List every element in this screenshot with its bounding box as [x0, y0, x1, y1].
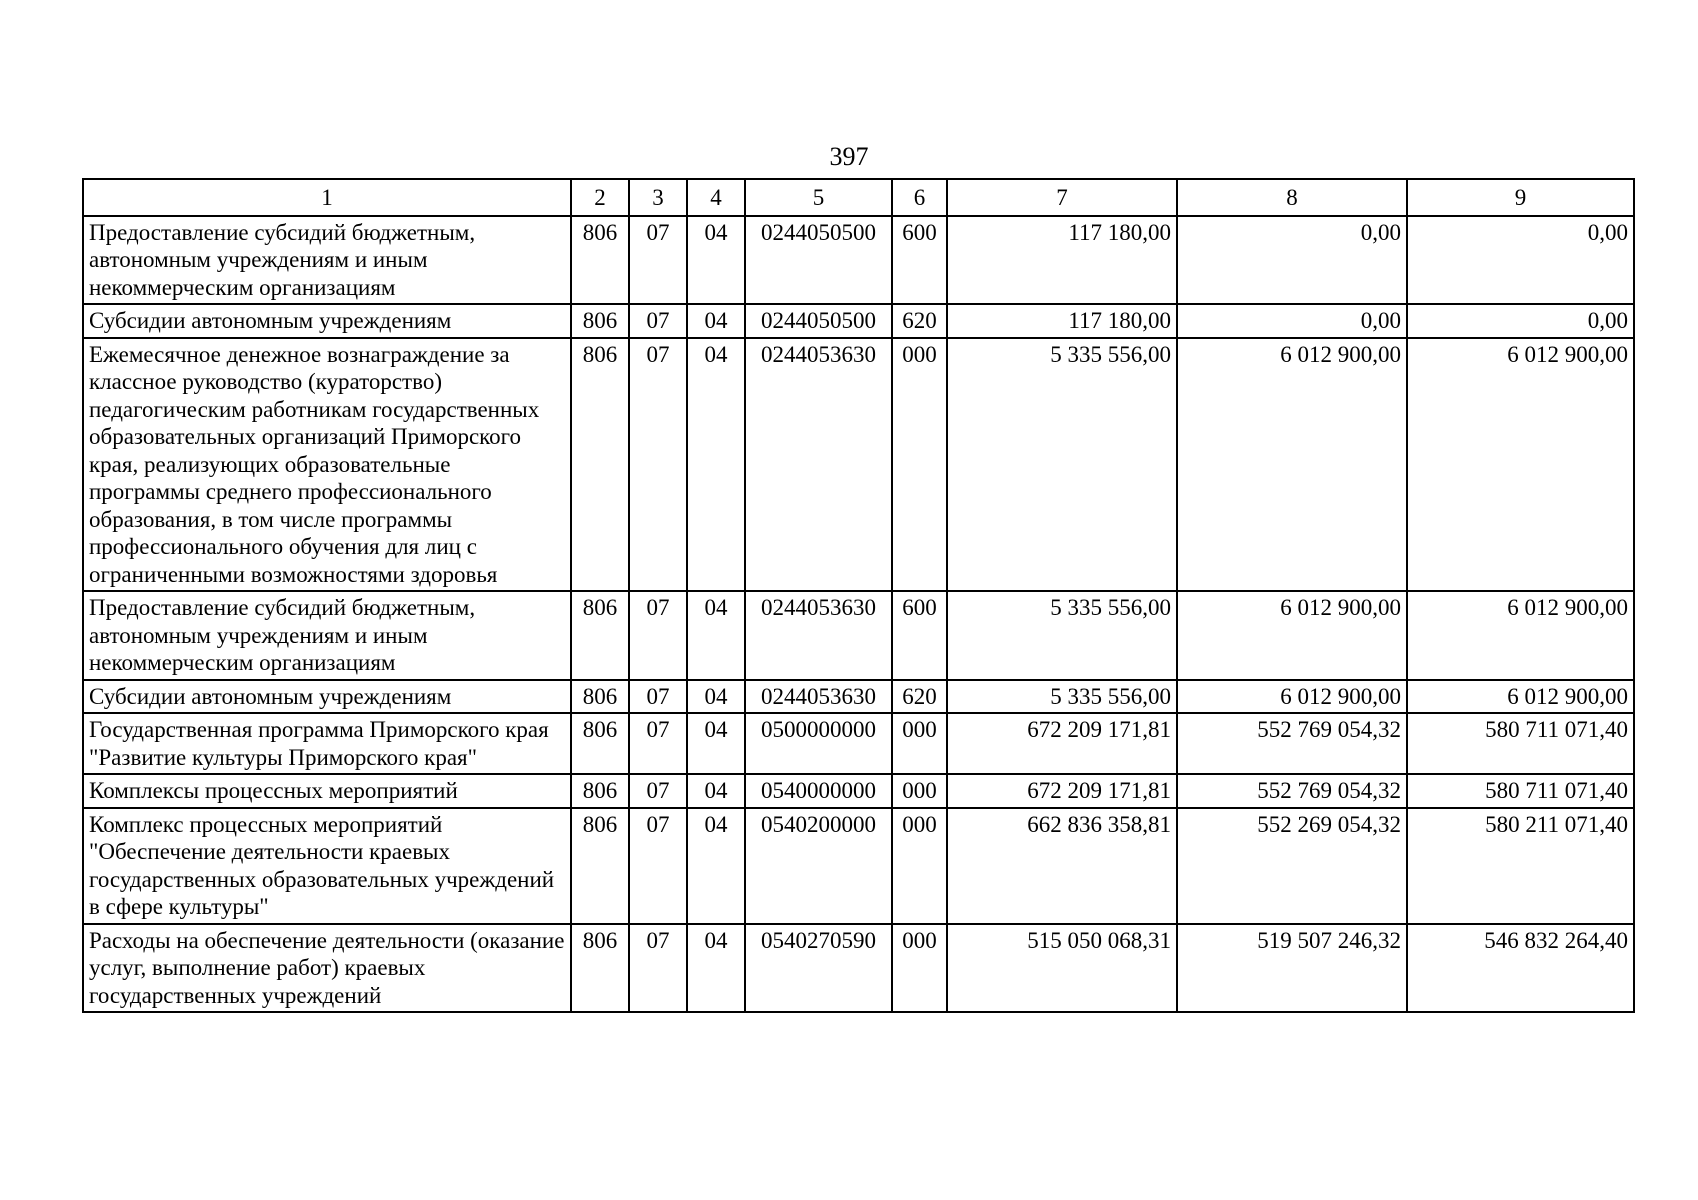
section-code-cell: 07: [629, 774, 687, 808]
table-row: [83, 924, 1634, 1013]
ministry-code-cell: 806: [571, 338, 629, 592]
amount-cell-8: 0,00: [1177, 216, 1407, 305]
section-code-cell: 07: [629, 338, 687, 592]
subsection-code-cell: 04: [687, 304, 745, 338]
target-article-cell: 0500000000: [745, 713, 892, 774]
ministry-code-cell: 806: [571, 774, 629, 808]
expense-type-cell: 000: [892, 338, 947, 592]
target-article-cell: 0540270590: [745, 924, 892, 1013]
ministry-code-cell: 806: [571, 924, 629, 1013]
ministry-code-cell: 806: [571, 216, 629, 305]
amount-cell-9: 6 012 900,00: [1407, 591, 1634, 680]
row-name-cell: Субсидии автономным учреждениям: [83, 304, 571, 338]
ministry-code-cell: 806: [571, 808, 629, 924]
amount-cell-7: 117 180,00: [947, 304, 1177, 338]
table-row: [83, 680, 1634, 714]
section-code-cell: 07: [629, 304, 687, 338]
target-article-cell: 0244050500: [745, 216, 892, 305]
amount-cell-8: 552 269 054,32: [1177, 808, 1407, 924]
budget-table: [82, 178, 1635, 1013]
expense-type-cell: 000: [892, 924, 947, 1013]
subsection-code-cell: 04: [687, 591, 745, 680]
column-header: 5: [745, 179, 892, 216]
subsection-code-cell: 04: [687, 924, 745, 1013]
amount-cell-8: 552 769 054,32: [1177, 774, 1407, 808]
column-header: 9: [1407, 179, 1634, 216]
amount-cell-8: 519 507 246,32: [1177, 924, 1407, 1013]
amount-cell-7: 662 836 358,81: [947, 808, 1177, 924]
row-name-cell: Комплекс процессных мероприятий "Обеспечение деятельности краевых государственных образовательных учреждений в сфере культуры": [83, 808, 571, 924]
amount-cell-9: 0,00: [1407, 216, 1634, 305]
amount-cell-9: 0,00: [1407, 304, 1634, 338]
row-name-cell: Предоставление субсидий бюджетным, автономным учреждениям и иным некоммерческим организациям: [83, 591, 571, 680]
subsection-code-cell: 04: [687, 808, 745, 924]
amount-cell-8: 552 769 054,32: [1177, 713, 1407, 774]
amount-cell-7: 672 209 171,81: [947, 713, 1177, 774]
row-name-cell: Государственная программа Приморского края "Развитие культуры Приморского края": [83, 713, 571, 774]
amount-cell-9: 580 711 071,40: [1407, 774, 1634, 808]
column-header: 1: [83, 179, 571, 216]
amount-cell-7: 117 180,00: [947, 216, 1177, 305]
header-row: [83, 179, 1634, 216]
subsection-code-cell: 04: [687, 713, 745, 774]
amount-cell-8: 0,00: [1177, 304, 1407, 338]
section-code-cell: 07: [629, 808, 687, 924]
amount-cell-7: 515 050 068,31: [947, 924, 1177, 1013]
target-article-cell: 0244053630: [745, 338, 892, 592]
section-code-cell: 07: [629, 713, 687, 774]
expense-type-cell: 000: [892, 808, 947, 924]
column-header: 2: [571, 179, 629, 216]
ministry-code-cell: 806: [571, 713, 629, 774]
table-row: [83, 713, 1634, 774]
column-header: 4: [687, 179, 745, 216]
amount-cell-8: 6 012 900,00: [1177, 680, 1407, 714]
ministry-code-cell: 806: [571, 680, 629, 714]
row-name-cell: Предоставление субсидий бюджетным, автономным учреждениям и иным некоммерческим организациям: [83, 216, 571, 305]
target-article-cell: 0244053630: [745, 591, 892, 680]
target-article-cell: 0540200000: [745, 808, 892, 924]
expense-type-cell: 620: [892, 680, 947, 714]
subsection-code-cell: 04: [687, 774, 745, 808]
subsection-code-cell: 04: [687, 338, 745, 592]
amount-cell-7: 5 335 556,00: [947, 338, 1177, 592]
table-row: [83, 774, 1634, 808]
amount-cell-7: 672 209 171,81: [947, 774, 1177, 808]
section-code-cell: 07: [629, 924, 687, 1013]
row-name-cell: Расходы на обеспечение деятельности (оказание услуг, выполнение работ) краевых государственных учреждений: [83, 924, 571, 1013]
row-name-cell: Ежемесячное денежное вознаграждение за классное руководство (кураторство) педагогическим работникам государственных образовательных организаций Приморского края, реализующих образовательные программы среднего профессионального образования, в том числе программы профессионального обучения для лиц с ограниченными возможностями здоровья: [83, 338, 571, 592]
row-name-cell: Комплексы процессных мероприятий: [83, 774, 571, 808]
expense-type-cell: 000: [892, 774, 947, 808]
amount-cell-7: 5 335 556,00: [947, 680, 1177, 714]
expense-type-cell: 000: [892, 713, 947, 774]
table-row: [83, 808, 1634, 924]
section-code-cell: 07: [629, 216, 687, 305]
amount-cell-9: 580 211 071,40: [1407, 808, 1634, 924]
ministry-code-cell: 806: [571, 304, 629, 338]
column-header: 8: [1177, 179, 1407, 216]
table-row: [83, 304, 1634, 338]
table-row: [83, 591, 1634, 680]
subsection-code-cell: 04: [687, 680, 745, 714]
target-article-cell: 0244050500: [745, 304, 892, 338]
column-header: 3: [629, 179, 687, 216]
amount-cell-9: 6 012 900,00: [1407, 338, 1634, 592]
table-row: [83, 216, 1634, 305]
column-header: 7: [947, 179, 1177, 216]
section-code-cell: 07: [629, 680, 687, 714]
amount-cell-9: 6 012 900,00: [1407, 680, 1634, 714]
target-article-cell: 0540000000: [745, 774, 892, 808]
ministry-code-cell: 806: [571, 591, 629, 680]
expense-type-cell: 600: [892, 216, 947, 305]
column-header: 6: [892, 179, 947, 216]
expense-type-cell: 620: [892, 304, 947, 338]
page-number: 397: [829, 142, 869, 171]
table-row: [83, 338, 1634, 592]
section-code-cell: 07: [629, 591, 687, 680]
target-article-cell: 0244053630: [745, 680, 892, 714]
subsection-code-cell: 04: [687, 216, 745, 305]
amount-cell-8: 6 012 900,00: [1177, 338, 1407, 592]
amount-cell-9: 580 711 071,40: [1407, 713, 1634, 774]
row-name-cell: Субсидии автономным учреждениям: [83, 680, 571, 714]
expense-type-cell: 600: [892, 591, 947, 680]
amount-cell-7: 5 335 556,00: [947, 591, 1177, 680]
amount-cell-9: 546 832 264,40: [1407, 924, 1634, 1013]
amount-cell-8: 6 012 900,00: [1177, 591, 1407, 680]
